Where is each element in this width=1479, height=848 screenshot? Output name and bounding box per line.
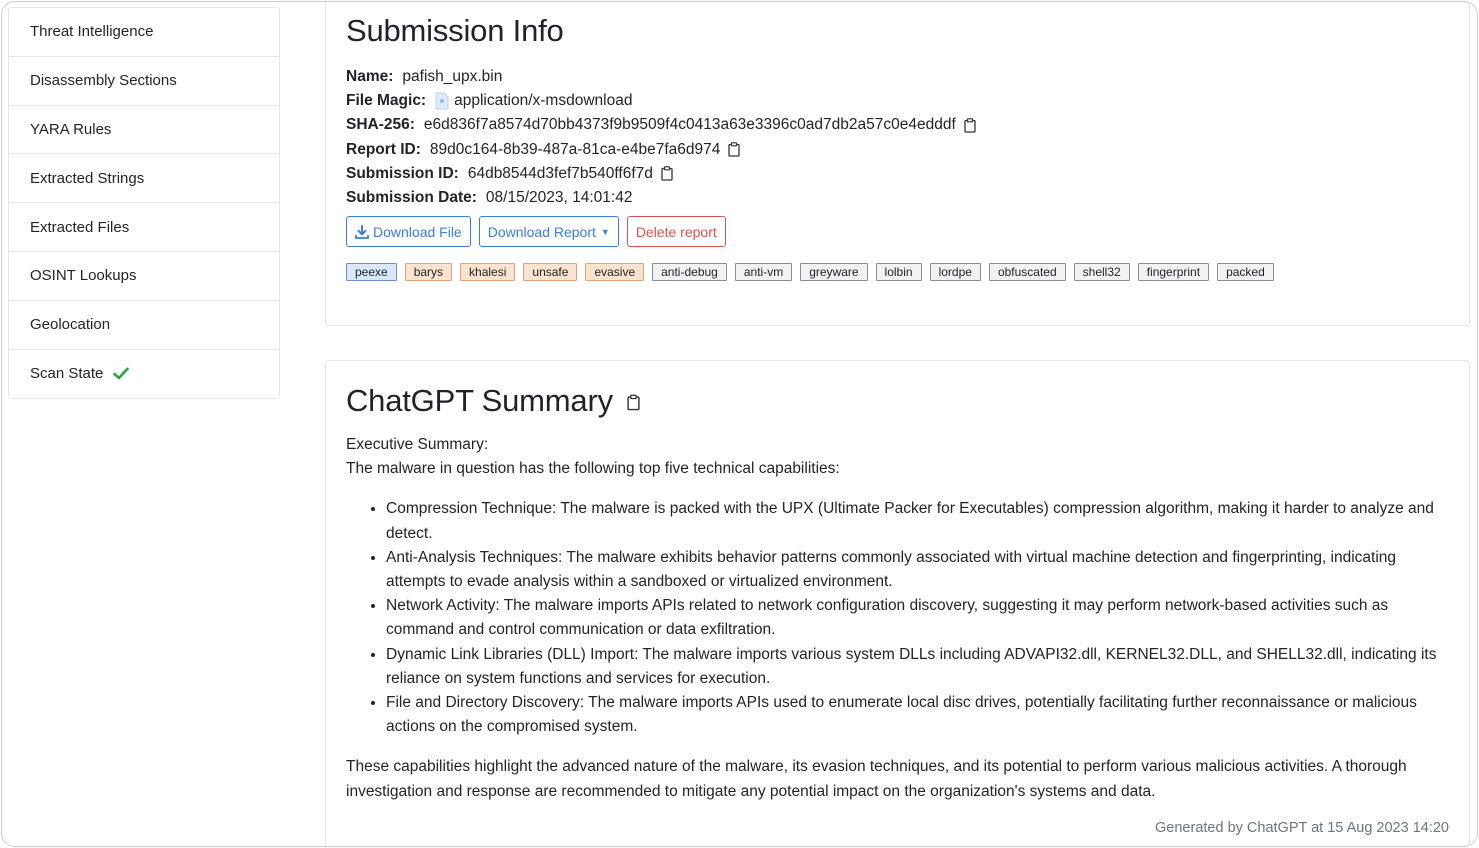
action-buttons (346, 216, 734, 247)
report-id-value: 89d0c164-8b39-487a-81ca-e4be7fa6d974 (429, 140, 721, 158)
download-file-label: Download File (373, 223, 462, 240)
tag-badge: obfuscated (989, 263, 1066, 281)
sidebar-item-disassembly-sections[interactable] (9, 57, 279, 106)
report-id-row (346, 138, 976, 162)
tag-badge: lolbin (876, 263, 922, 281)
list-item: • Network Activity: The malware imports APIs related to network configuration discovery, suggesting it may perform network-based activities such as command and control communication or data exfiltration. (386, 594, 1446, 642)
submission-date-value: 08/15/2023, 14:01:42 (485, 189, 633, 207)
submission-date-row (346, 186, 976, 210)
tag-badge: khalesi (460, 263, 515, 281)
tag-badge: barys (405, 263, 452, 281)
app-window (1, 1, 1478, 847)
sidebar-item-geolocation[interactable] (9, 301, 279, 350)
submission-id-row (346, 162, 976, 186)
sidebar-item-label: Disassembly Sections (30, 72, 177, 90)
sidebar-item-osint-lookups[interactable] (9, 252, 279, 301)
submission-id-label: Submission ID: (346, 164, 459, 182)
name-label: Name: (346, 68, 394, 85)
sha256-label: SHA-256: (346, 116, 415, 134)
file-magic-row (346, 89, 976, 113)
download-report-dropdown[interactable] (479, 216, 619, 247)
submission-id-value: 64db8544d3fef7b540ff6f7d (467, 164, 653, 182)
sidebar-item-label: Threat Intelligence (30, 23, 154, 41)
submission-details (346, 65, 976, 210)
sidebar-item-extracted-strings[interactable] (9, 154, 279, 203)
clipboard-icon[interactable] (661, 166, 673, 181)
sidebar-item-extracted-files[interactable] (9, 203, 279, 252)
report-id-label: Report ID: (346, 140, 421, 158)
sidebar-item-label: OSINT Lookups (30, 267, 137, 285)
tag-badge: anti-vm (735, 263, 792, 281)
download-report-label: Download Report (487, 223, 596, 240)
caret-down-icon: ▼ (600, 226, 610, 237)
sidebar (8, 7, 280, 399)
clipboard-icon[interactable] (627, 394, 640, 411)
list-item: • File and Directory Discovery: The malware imports APIs used to enumerate local disc drives, potentially facilitating further reconnaissance or malicious actions on the compromised system. (386, 691, 1446, 739)
generated-by-footer: Generated by ChatGPT at 15 Aug 2023 14:20 (1155, 820, 1449, 836)
tag-badge: peexe (346, 263, 397, 281)
chatgpt-summary-card (325, 360, 1470, 847)
tag-badge: fingerprint (1138, 263, 1209, 281)
delete-report-button[interactable] (627, 216, 726, 247)
file-name: pafish_upx.bin (402, 68, 503, 85)
sidebar-item-threat-intelligence[interactable] (9, 8, 279, 57)
file-magic-value: application/x-msdownload (454, 92, 633, 110)
clipboard-icon[interactable] (964, 118, 976, 133)
tag-badge: unsafe (523, 263, 577, 281)
sidebar-item-label: Extracted Strings (30, 169, 145, 187)
download-file-button[interactable] (346, 216, 471, 247)
summary-intro: The malware in question has the following top five technical capabilities: (346, 460, 840, 478)
file-icon (435, 92, 449, 110)
list-item: • Anti-Analysis Techniques: The malware exhibits behavior patterns commonly associated with virtual machine detection and fingerprinting, indicating attempts to evade analysis within a sandboxed or virtualized environment. (386, 546, 1446, 594)
tag-badge: lordpe (930, 263, 981, 281)
delete-report-label: Delete report (635, 223, 717, 240)
sidebar-item-label: Scan State (30, 365, 104, 383)
tag-badge: greyware (800, 263, 867, 281)
sha256-row (346, 113, 976, 137)
capability-list (386, 497, 1446, 739)
sidebar-item-yara-rules[interactable] (9, 106, 279, 155)
sidebar-item-scan-state[interactable] (9, 350, 279, 399)
summary-heading: Executive Summary: (346, 436, 489, 453)
tag-badge: evasive (585, 263, 644, 281)
clipboard-icon[interactable] (728, 142, 740, 157)
tag-badge: anti-debug (652, 263, 727, 281)
file-magic-label: File Magic: (346, 92, 427, 110)
checkmark-icon (113, 367, 129, 380)
tag-badge: shell32 (1074, 263, 1130, 281)
sidebar-item-label: YARA Rules (30, 120, 112, 138)
submission-info-card (325, 1, 1470, 326)
tag-list (346, 263, 1282, 281)
summary-title-text: ChatGPT Summary (346, 383, 613, 418)
summary-body (346, 433, 1446, 804)
sidebar-item-label: Extracted Files (30, 218, 130, 236)
page-title: Submission Info (346, 13, 564, 48)
list-item: • Compression Technique: The malware is packed with the UPX (Ultimate Packer for Executables) compression algorithm, making it harder to analyze and detect. (386, 497, 1446, 545)
summary-title (346, 383, 640, 419)
submission-date-label: Submission Date: (346, 189, 477, 207)
list-item: • Dynamic Link Libraries (DLL) Import: The malware imports various system DLLs including ADVAPI32.dll, KERNEL32.DLL, and SHELL32.dll, indicating its reliance on system functions and services for execution. (386, 643, 1446, 691)
tag-badge: packed (1217, 263, 1274, 281)
sha256-value: e6d836f7a8574d70bb4373f9b9509f4c0413a63e3396c0ad7db2a57c0e4edddf (423, 116, 956, 134)
sidebar-item-label: Geolocation (30, 316, 111, 334)
download-icon (355, 225, 369, 239)
name-row (346, 65, 976, 89)
summary-conclusion: These capabilities highlight the advanced nature of the malware, its evasion techniques, and its potential to perform various malicious activities. A thorough investigation and response are recommended to mitigate any potential impact on the organization's systems and data. (346, 758, 1407, 800)
